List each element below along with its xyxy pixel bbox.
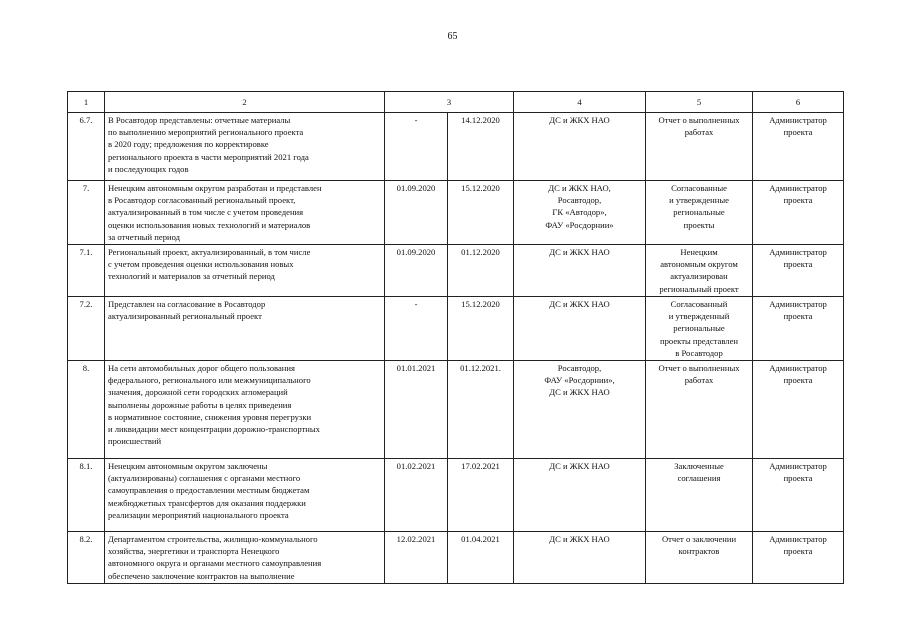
responsible-party: ДС и ЖКХ НАО (514, 459, 646, 532)
header-cell: 2 (105, 92, 385, 113)
end-date: 15.12.2020 (448, 297, 514, 361)
item-number: 8.1. (68, 459, 105, 532)
start-date: 12.02.2021 (385, 532, 448, 584)
item-number: 7.1. (68, 245, 105, 297)
table-row (68, 532, 844, 584)
item-description: Региональный проект, актуализированный, в том числе с учетом проведения оценки использования новых технологий и материалов за отчетный период (105, 245, 385, 297)
item-number: 8. (68, 361, 105, 459)
roadmap-table (67, 91, 844, 584)
table-row (68, 459, 844, 532)
result-type: Заключенные соглашения (646, 459, 753, 532)
start-date: 01.09.2020 (385, 245, 448, 297)
result-type: Отчет о выполненных работах (646, 113, 753, 181)
end-date: 01.04.2021 (448, 532, 514, 584)
start-date: 01.01.2021 (385, 361, 448, 459)
start-date: 01.09.2020 (385, 181, 448, 245)
responsible-party: ДС и ЖКХ НАО (514, 532, 646, 584)
end-date: 17.02.2021 (448, 459, 514, 532)
table-row (68, 297, 844, 361)
header-cell: 5 (646, 92, 753, 113)
page-number: 65 (447, 31, 458, 42)
end-date: 15.12.2020 (448, 181, 514, 245)
result-type: Согласованный и утвержденный региональные проекты представлен в Росавтодор (646, 297, 753, 361)
header-cell: 1 (68, 92, 105, 113)
item-number: 6.7. (68, 113, 105, 181)
responsible-party: ДС и ЖКХ НАО, Росавтодор, ГК «Автодор», ФАУ «Росдорнии» (514, 181, 646, 245)
control-level: Администратор проекта (753, 181, 844, 245)
table-row (68, 181, 844, 245)
control-level: Администратор проекта (753, 459, 844, 532)
control-level: Администратор проекта (753, 297, 844, 361)
item-number: 8.2. (68, 532, 105, 584)
table-row (68, 113, 844, 181)
result-type: Отчет о заключении контрактов (646, 532, 753, 584)
item-number: 7. (68, 181, 105, 245)
table-row (68, 361, 844, 459)
item-description: Представлен на согласование в Росавтодор актуализированный региональный проект (105, 297, 385, 361)
control-level: Администратор проекта (753, 245, 844, 297)
result-type: Ненецким автономным округом актуализирован региональный проект (646, 245, 753, 297)
end-date: 14.12.2020 (448, 113, 514, 181)
item-description: Ненецким автономным округом разработан и представлен в Росавтодор согласованный региональный проект, актуализированный в том числе с учетом проведения оценки использования новых технологий и материалов за отчетный период (105, 181, 385, 245)
item-description: На сети автомобильных дорог общего пользования федерального, регионального или межмуниципального значения, дорожной сети городских агломераций выполнены дорожные работы в целях приведения в нормативное состояние, снижения уровня перегрузки и ликвидации мест концентрации дорожно-транспортных происшествий (105, 361, 385, 459)
responsible-party: ДС и ЖКХ НАО (514, 245, 646, 297)
item-description: Ненецким автономным округом заключены (актуализированы) соглашения с органами местного самоуправления о предоставлении местным бюджетам межбюджетных трансфертов для оказания поддержки реализации мероприятий национального проекта (105, 459, 385, 532)
start-date: - (385, 297, 448, 361)
header-cell: 4 (514, 92, 646, 113)
end-date: 01.12.2021. (448, 361, 514, 459)
control-level: Администратор проекта (753, 113, 844, 181)
table-row (68, 245, 844, 297)
end-date: 01.12.2020 (448, 245, 514, 297)
start-date: - (385, 113, 448, 181)
responsible-party: ДС и ЖКХ НАО (514, 113, 646, 181)
responsible-party: Росавтодор, ФАУ «Росдорнии», ДС и ЖКХ НАО (514, 361, 646, 459)
start-date: 01.02.2021 (385, 459, 448, 532)
header-cell: 3 (385, 92, 514, 113)
result-type: Отчет о выполненных работах (646, 361, 753, 459)
header-cell: 6 (753, 92, 844, 113)
item-number: 7.2. (68, 297, 105, 361)
responsible-party: ДС и ЖКХ НАО (514, 297, 646, 361)
item-description: Департаментом строительства, жилищно-коммунального хозяйства, энергетики и транспорта Ненецкого автономного округа и органами местного самоуправления обеспечено заключение контрактов на выполнение (105, 532, 385, 584)
control-level: Администратор проекта (753, 361, 844, 459)
control-level: Администратор проекта (753, 532, 844, 584)
item-description: В Росавтодор представлены: отчетные материалы по выполнению мероприятий регионального проекта в 2020 году; предложения по корректировке регионального проекта в части мероприятий 2021 года и последующих годов (105, 113, 385, 181)
result-type: Согласованные и утвержденные региональные проекты (646, 181, 753, 245)
table-header-row (68, 92, 844, 113)
